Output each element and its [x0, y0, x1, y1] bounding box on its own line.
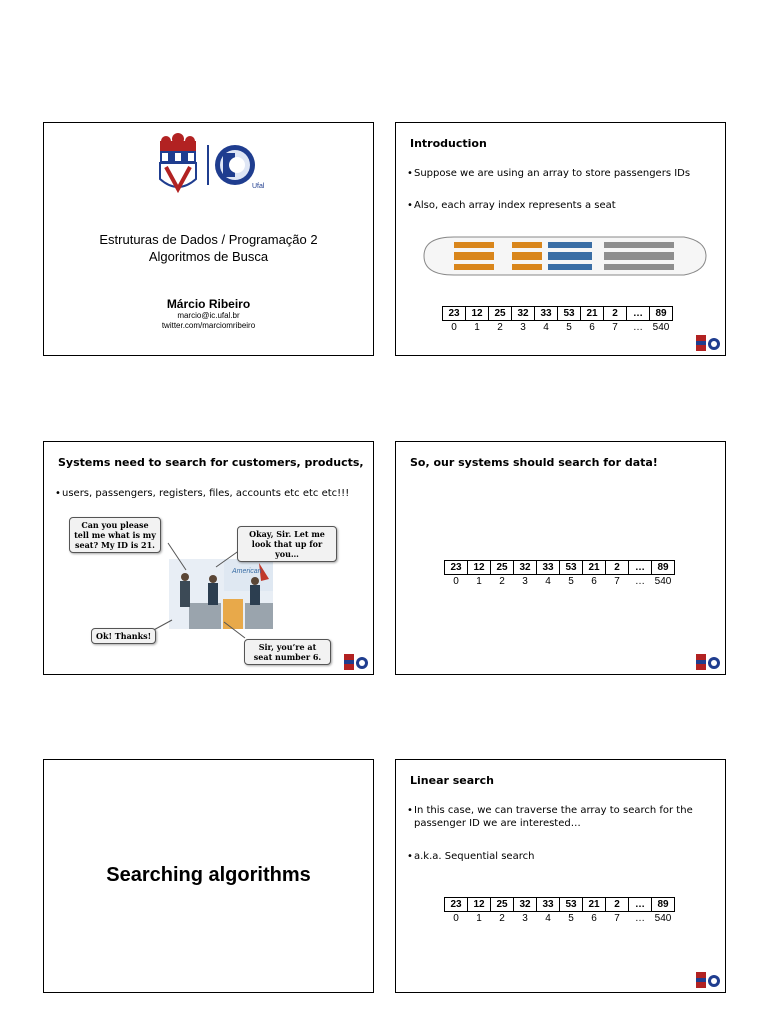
array-value: …: [629, 561, 652, 575]
array-index: 0: [453, 912, 459, 924]
bullet-2: • Also, each array index represents a seat: [414, 199, 616, 212]
array-value: 12: [468, 561, 491, 575]
slide-systems-search: [43, 441, 374, 675]
array-value: 53: [558, 307, 581, 321]
slide-title: [43, 122, 374, 356]
array-value: 25: [491, 898, 514, 912]
bullet-1: • users, passengers, registers, files, accounts etc etc etc!!!: [62, 487, 349, 500]
slide-title: Systems need to search for customers, products,: [58, 456, 364, 469]
array-index: 2: [497, 321, 503, 333]
array-value: 89: [650, 307, 673, 321]
author-email: marcio@ic.ufal.br: [177, 311, 240, 320]
array-index: 1: [474, 321, 480, 333]
array-index: …: [633, 321, 643, 333]
array-index: 3: [522, 575, 528, 587]
array-index: 7: [614, 912, 620, 924]
array-value: 32: [514, 898, 537, 912]
photo-sign-text: American: [232, 568, 262, 575]
array-index: 2: [499, 912, 505, 924]
array-value: 89: [652, 898, 675, 912]
array-values-row: [445, 561, 675, 575]
array-value: 12: [466, 307, 489, 321]
logo-caption: Ufal: [252, 183, 265, 190]
array-index: 4: [543, 321, 549, 333]
array-indices-row: [445, 575, 675, 588]
bullet-1: • In this case, we can traverse the array to search for the passenger ID we are interested…: [414, 804, 694, 830]
array-value: 23: [445, 898, 468, 912]
author-twitter: twitter.com/marciomribeiro: [161, 321, 256, 330]
array-value: 2: [604, 307, 627, 321]
array-index: …: [635, 575, 645, 587]
array-index: 3: [520, 321, 526, 333]
corner-logos-icon: [343, 653, 369, 671]
slide-title: Introduction: [410, 137, 487, 150]
array-value: 12: [468, 898, 491, 912]
bullet-2: • a.k.a. Sequential search: [414, 850, 534, 863]
array-value: …: [629, 898, 652, 912]
array-value: …: [627, 307, 650, 321]
author-name: Márcio Ribeiro: [166, 297, 251, 311]
array-index: 5: [566, 321, 572, 333]
array-value: 2: [606, 898, 629, 912]
array-value: 53: [560, 898, 583, 912]
title-line2: Algoritmos de Busca: [148, 249, 269, 264]
array-values-row: [443, 307, 673, 321]
section-title: Searching algorithms: [106, 864, 311, 886]
array-value: 33: [537, 561, 560, 575]
array-value: 23: [445, 561, 468, 575]
array-table: [442, 306, 673, 333]
array-index: 540: [654, 575, 672, 587]
array-value: 32: [512, 307, 535, 321]
array-index: 4: [545, 575, 551, 587]
array-value: 21: [583, 561, 606, 575]
array-index: 5: [568, 575, 574, 587]
slide-title: Linear search: [410, 774, 494, 787]
slide-search-for-data: [395, 441, 726, 675]
airplane-seat-map-image: [414, 233, 709, 279]
array-value: 32: [514, 561, 537, 575]
speech-bubble-seat-answer: Sir, you’re at seat number 6.: [244, 639, 331, 665]
slide-title: So, our systems should search for data!: [410, 456, 658, 469]
array-index: 2: [499, 575, 505, 587]
array-value: 21: [583, 898, 606, 912]
slide-introduction: [395, 122, 726, 356]
array-value: 33: [537, 898, 560, 912]
array-index: 4: [545, 912, 551, 924]
array-value: 25: [491, 561, 514, 575]
array-value: 33: [535, 307, 558, 321]
array-index: 3: [522, 912, 528, 924]
array-table: [444, 897, 675, 924]
array-index: 6: [589, 321, 595, 333]
array-value: 21: [581, 307, 604, 321]
speech-bubble-passenger-question: Can you please tell me what is my seat? My ID is 21.: [69, 517, 161, 553]
array-index: …: [635, 912, 645, 924]
array-value: 23: [443, 307, 466, 321]
corner-logos-icon: [695, 334, 721, 352]
array-index: 0: [451, 321, 457, 333]
array-value: 25: [489, 307, 512, 321]
title-line1: Estruturas de Dados / Programação 2: [99, 232, 318, 247]
array-index: 5: [568, 912, 574, 924]
array-indices-row: [445, 912, 675, 925]
array-value: 2: [606, 561, 629, 575]
array-index: 6: [591, 912, 597, 924]
slide-linear-search: [395, 759, 726, 993]
ufal-crest-logo: [156, 133, 200, 197]
array-index: 6: [591, 575, 597, 587]
array-index: 7: [614, 575, 620, 587]
presentation-title: [44, 231, 373, 265]
array-index: 540: [654, 912, 672, 924]
array-value: 89: [652, 561, 675, 575]
array-index: 0: [453, 575, 459, 587]
array-index: 1: [476, 912, 482, 924]
array-table: [444, 560, 675, 587]
speech-bubble-agent-reply: Okay, Sir. Let me look that up for you…: [237, 526, 337, 562]
array-value: 53: [560, 561, 583, 575]
array-indices-row: [443, 321, 673, 334]
array-index: 7: [612, 321, 618, 333]
array-values-row: [445, 898, 675, 912]
corner-logos-icon: [695, 971, 721, 989]
speech-bubble-thanks: Ok! Thanks!: [91, 628, 156, 644]
array-index: 1: [476, 575, 482, 587]
array-index: 540: [652, 321, 670, 333]
corner-logos-icon: [695, 653, 721, 671]
slide-section-searching: [43, 759, 374, 993]
bullet-1: • Suppose we are using an array to store passengers IDs: [414, 167, 690, 180]
